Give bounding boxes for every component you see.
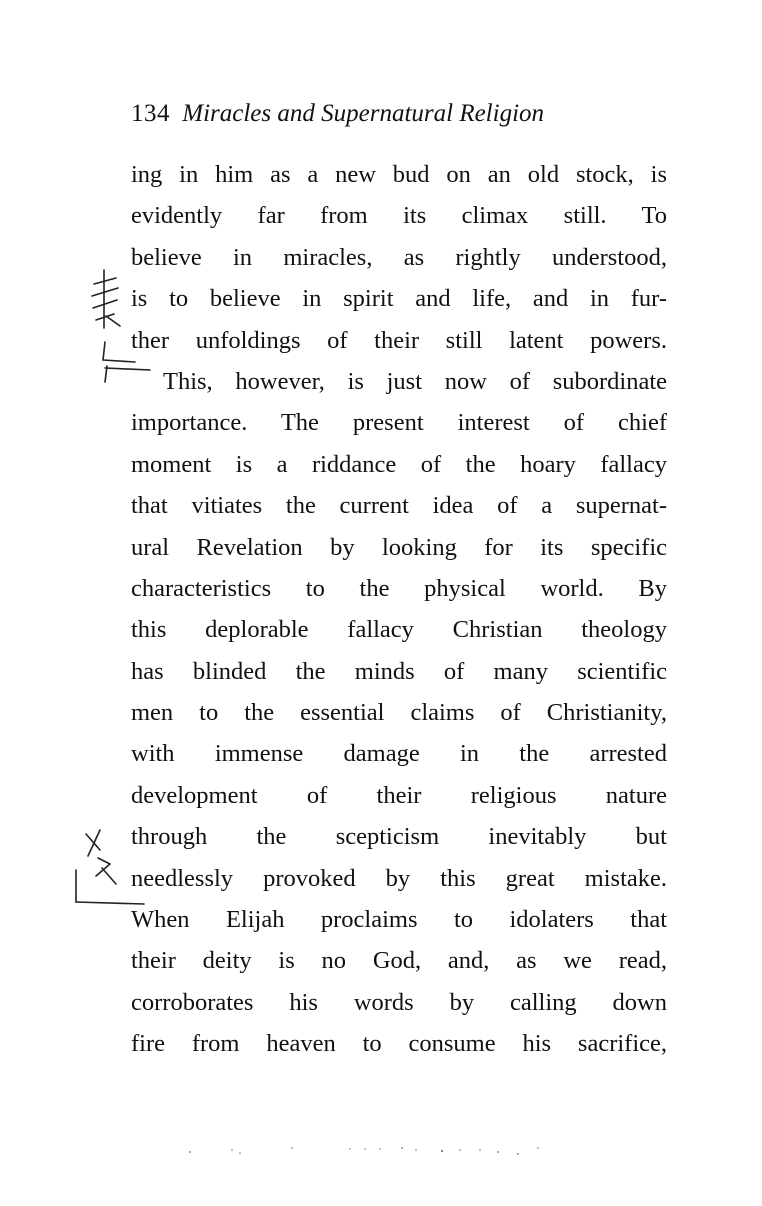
handwritten-bracket-icon [95, 330, 155, 390]
text-line: ural Revelation by looking for its specific [131, 533, 667, 561]
page-number: 134 [131, 100, 170, 127]
text-line: their deity is no God, and, as we read, [131, 947, 667, 975]
handwritten-page-reference-icon [66, 824, 146, 914]
paragraph-start-line: This, however, is just now of subordinate [163, 367, 667, 395]
text-line: moment is a riddance of the hoary fallacy [131, 450, 667, 478]
text-line: through the scepticism inevitably but [131, 823, 667, 851]
text-line: development of their religious nature [131, 781, 667, 809]
text-line: fire from heaven to consume his sacrifice, [131, 1030, 667, 1058]
text-line: needlessly provoked by this great mistake. [131, 864, 667, 892]
handwritten-cross-mark-icon [84, 266, 124, 334]
text-line: ther unfoldings of their still latent powers. [131, 326, 667, 354]
text-line: importance. The present interest of chief [131, 409, 667, 437]
text-line: with immense damage in the arrested [131, 740, 667, 768]
text-line: is to believe in spirit and life, and in fur- [131, 285, 667, 313]
text-line: ing in him as a new bud on an old stock, is [131, 161, 667, 188]
running-title: Miracles and Supernatural Religion [182, 100, 545, 127]
text-line: has blinded the minds of many scientific [131, 657, 667, 685]
scan-specks [180, 1140, 560, 1160]
text-line: characteristics to the physical world. By [131, 574, 667, 602]
text-line: this deplorable fallacy Christian theology [131, 616, 667, 644]
text-line: evidently far from its climax still. To [131, 202, 667, 230]
text-line: men to the essential claims of Christianity, [131, 699, 667, 727]
body-text [131, 154, 667, 1065]
text-line: that vitiates the current idea of a supernat- [131, 492, 667, 520]
text-line: believe in miracles, as rightly understood, [131, 243, 667, 271]
text-line: corroborates his words by calling down [131, 988, 667, 1016]
running-header [131, 94, 671, 134]
text-line: When Elijah proclaims to idolaters that [131, 906, 667, 934]
